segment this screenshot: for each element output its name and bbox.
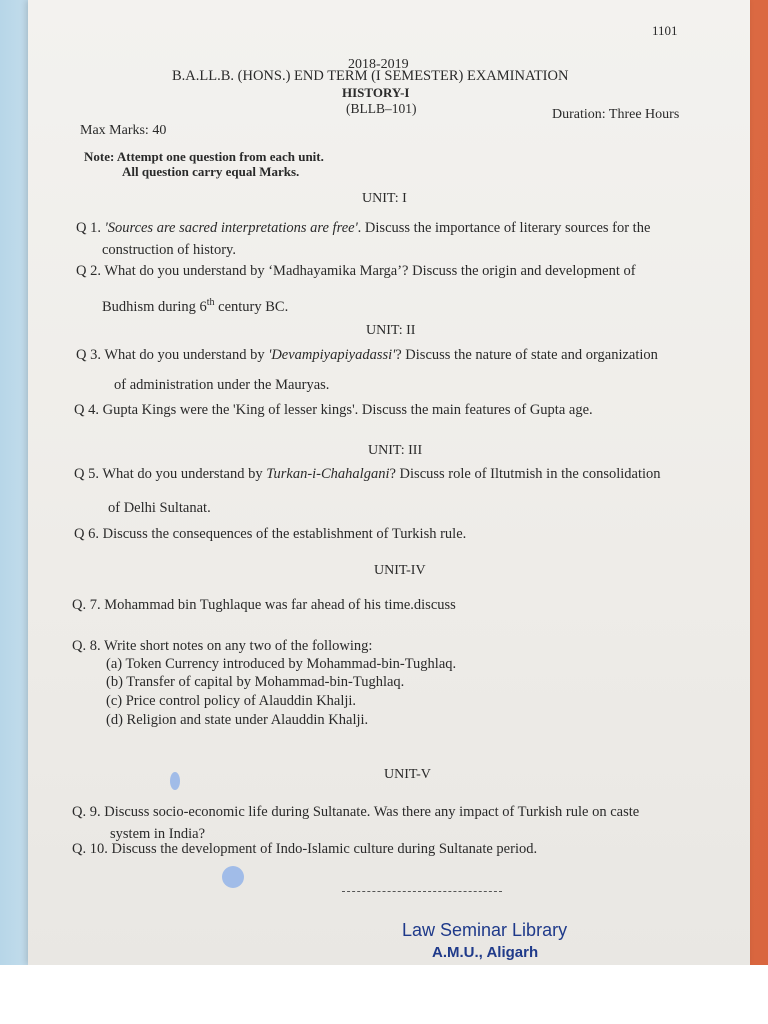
question-8-option-b: (b) Transfer of capital by Mohammad-bin-Tughlaq. (106, 674, 405, 690)
question-9-line-2: system in India? (110, 826, 206, 842)
question-1-line-2: construction of history. (102, 242, 236, 258)
ink-blot (222, 866, 244, 888)
question-4: Q 4. Gupta Kings were the 'King of lesser kings'. Discuss the main features of Gupta age. (74, 402, 593, 418)
q3-term: 'Devampiyapiyadassi' (268, 347, 396, 363)
exam-title: B.A.LL.B. (HONS.) END TERM (I SEMESTER) EXAMINATION (172, 68, 569, 84)
page-code: 1101 (652, 23, 678, 38)
duration: Duration: Three Hours (552, 107, 680, 122)
q1-number: Q 1. (76, 220, 101, 236)
question-3-line-2: of administration under the Mauryas. (114, 377, 330, 393)
unit-4-heading: UNIT-IV (374, 563, 426, 578)
unit-3-heading: UNIT: III (368, 443, 423, 458)
q5-text-b: ? Discuss role of Iltutmish in the consolidation (389, 466, 661, 482)
question-7: Q. 7. Mohammad bin Tughlaque was far ahead of his time.discuss (72, 597, 456, 613)
question-8: Q. 8. Write short notes on any two of the following: (72, 638, 373, 654)
q1-quote: 'Sources are sacred interpretations are free' (104, 220, 358, 236)
unit-1-heading: UNIT: I (362, 191, 407, 206)
q5-text-a: Q 5. What do you understand by (74, 466, 267, 482)
question-8-option-a: (a) Token Currency introduced by Mohammad-bin-Tughlaq. (106, 656, 457, 672)
subject-title: HISTORY-I (342, 85, 410, 100)
question-2-line-2 (102, 294, 288, 316)
library-stamp-line-1: Law Seminar Library (402, 920, 568, 940)
unit-2-heading: UNIT: II (366, 323, 416, 338)
q3-text-b: ? Discuss the nature of state and organization (395, 347, 658, 363)
question-5-line-2: of Delhi Sultanat. (108, 500, 211, 516)
library-stamp-line-2: A.M.U., Aligarh (432, 944, 539, 961)
note-line-2: All question carry equal Marks. (122, 164, 300, 179)
q2-text-a: Budhism during 6 (102, 298, 207, 315)
exam-year: 2018-2019 (348, 57, 409, 72)
question-10: Q. 10. Discuss the development of Indo-Islamic culture during Sultanate period. (72, 841, 538, 857)
question-8-option-d: (d) Religion and state under Alauddin Khalji. (106, 712, 369, 728)
question-8-option-c: (c) Price control policy of Alauddin Khalji. (106, 693, 357, 709)
ink-blot (170, 772, 180, 790)
question-3 (76, 347, 658, 364)
unit-5-heading: UNIT-V (384, 767, 431, 782)
q1-text: . Discuss the importance of literary sources for the (357, 220, 651, 236)
q2-text-b: century BC. (214, 298, 289, 315)
question-2: Q 2. What do you understand by ‘Madhayamika Marga’? Discuss the origin and development of (76, 263, 636, 279)
bottom-margin (0, 965, 768, 1024)
question-6: Q 6. Discuss the consequences of the establishment of Turkish rule. (74, 526, 467, 542)
question-9: Q. 9. Discuss socio-economic life during Sultanate. Was there any impact of Turkish rule on caste (72, 804, 640, 820)
q5-term: Turkan-i-Chahalgani (266, 466, 390, 482)
end-divider (342, 891, 502, 892)
max-marks: Max Marks: 40 (80, 123, 167, 138)
question-1 (76, 220, 650, 237)
course-code: (BLLB–101) (346, 101, 417, 116)
q2-superscript: th (206, 297, 215, 308)
q3-text-a: Q 3. What do you understand by (76, 347, 269, 363)
note-line-1: Note: Attempt one question from each unit. (84, 149, 324, 164)
question-5 (74, 466, 661, 483)
